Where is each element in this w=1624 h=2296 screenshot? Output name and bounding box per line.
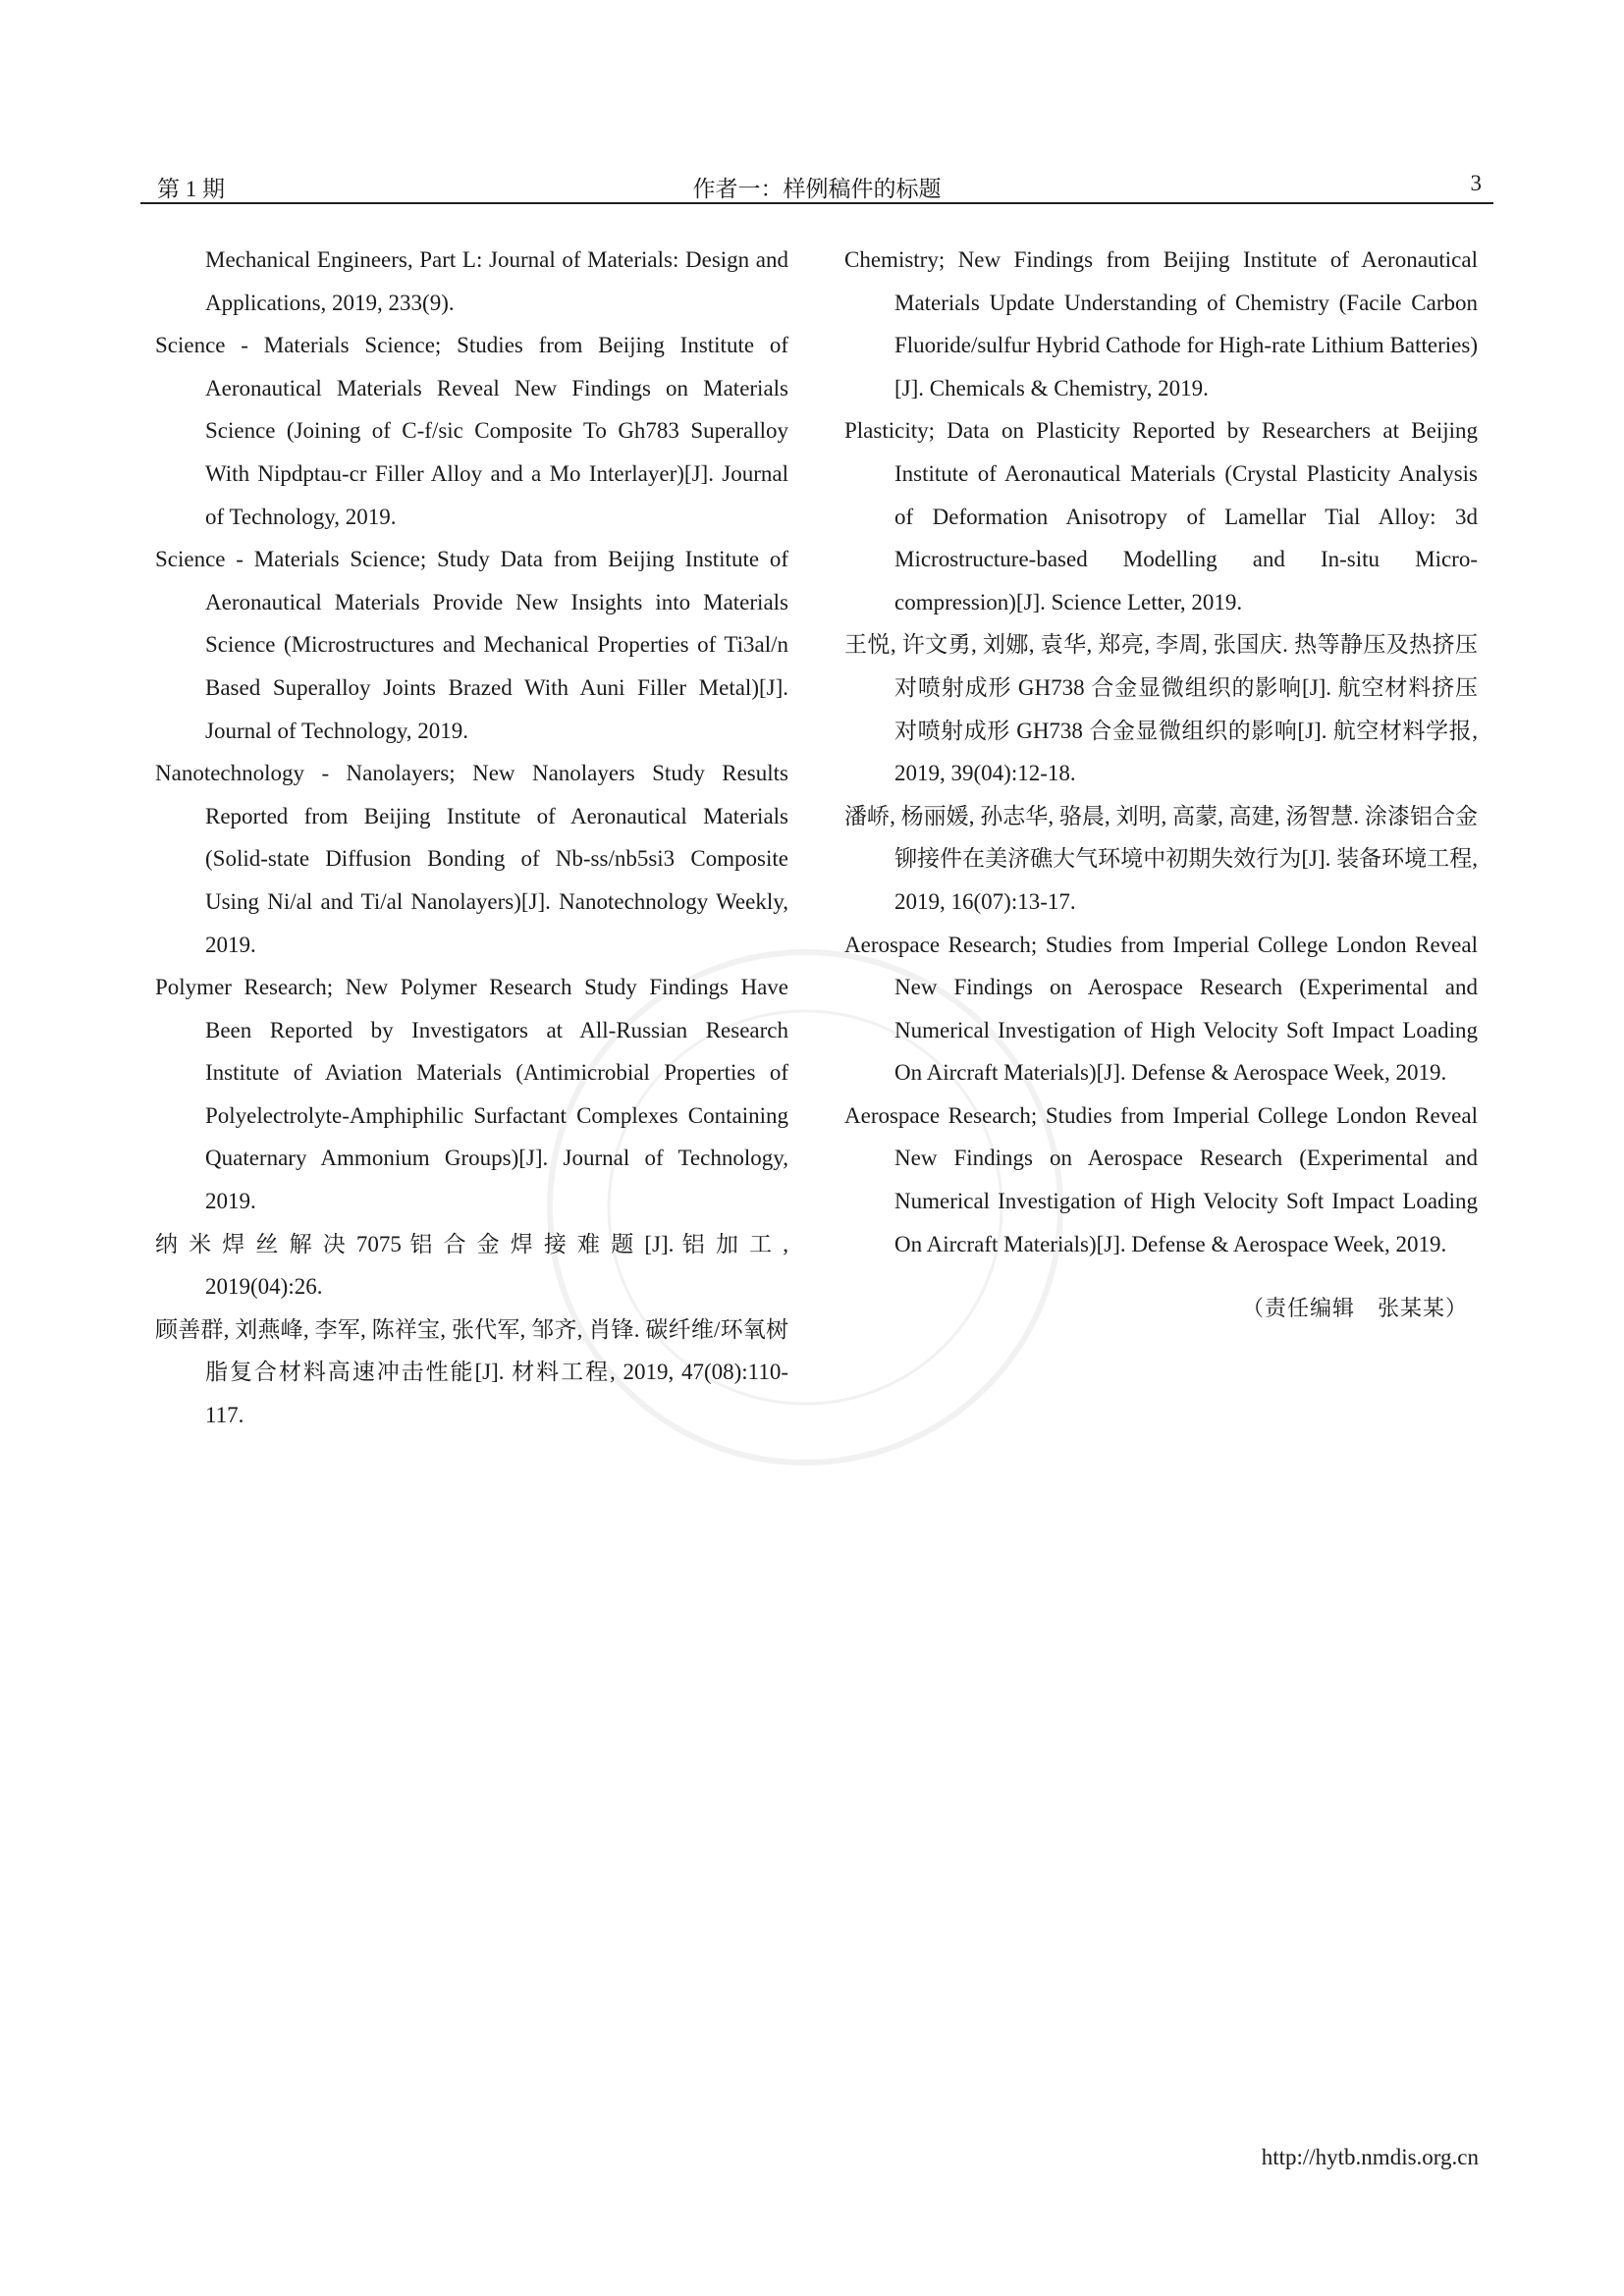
reference-item: Science - Materials Science; Studies from Beijing Institute of Aeronautical Materials Reveal New Findings on Materials Science (Joining of C-f/sic Composite To Gh783 Superalloy With Nipdptau-cr Filler Alloy and a Mo Interlayer)[J]. Journal of Technology, 2019.: [155, 333, 788, 529]
reference-item: Chemistry; New Findings from Beijing Institute of Aeronautical Materials Update Understanding of Chemistry (Facile Carbon Fluoride/sulfur Hybrid Cathode for High-rate Lithium Batteries)[J]. Chemicals & Chemistry, 2019.: [844, 247, 1478, 400]
reference-item: 王悦, 许文勇, 刘娜, 袁华, 郑亮, 李周, 张国庆. 热等静压及热挤压对喷射成形 GH738 合金显微组织的影响[J]. 航空材料挤压对喷射成形 GH738 合金显微组织的影响[J]. 航空材料学报, 2019, 39(04):12-18.: [844, 632, 1478, 786]
reference-item: Aerospace Research; Studies from Imperial College London Reveal New Findings on Aerospace Research (Experimental and Numerical Investigation of High Velocity Soft Impact Loading On Aircraft Materials)[J]. Defense & Aerospace Week, 2019.: [844, 932, 1478, 1086]
reference-item: Science - Materials Science; Study Data from Beijing Institute of Aeronautical Materials Provide New Insights into Materials Science (Microstructures and Mechanical Properties of Ti3al/n Based Superalloy Joints Brazed With Auni Filler Metal)[J]. Journal of Technology, 2019.: [155, 547, 788, 743]
running-title: 作者一：样例稿件的标题: [692, 177, 942, 201]
reference-item: Mechanical Engineers, Part L: Journal of Materials: Design and Applications, 2019, 233(9).: [205, 247, 788, 315]
reference-item: Plasticity; Data on Plasticity Reported by Researchers at Beijing Institute of Aeronautical Materials (Crystal Plasticity Analysis of Deformation Anisotropy of Lamellar Tial Alloy: 3d Microstructure-based Modelling and In-situ Micro-compression)[J]. Science Letter, 2019.: [844, 418, 1478, 614]
editor-note: （责任编辑 张某某）: [1241, 1296, 1468, 1321]
reference-item: Nanotechnology - Nanolayers; New Nanolayers Study Results Reported from Beijing Institute of Aeronautical Materials (Solid-state Diffusion Bonding of Nb-ss/nb5si3 Composite Using Ni/al and Ti/al Nanolayers)[J]. Nanotechnology Weekly, 2019.: [155, 761, 788, 957]
running-header: [140, 171, 1493, 202]
issue-label: 第 1 期: [157, 177, 225, 201]
reference-item: Polymer Research; New Polymer Research Study Findings Have Been Reported by Investigators at All-Russian Research Institute of Aviation Materials (Antimicrobial Properties of Polyelectrolyte-Amphiphilic Surfactant Complexes Containing Quaternary Ammonium Groups)[J]. Journal of Technology, 2019.: [155, 975, 788, 1214]
left-reference-column: [155, 239, 788, 1437]
reference-item: Aerospace Research; Studies from Imperial College London Reveal New Findings on Aerospace Research (Experimental and Numerical Investigation of High Velocity Soft Impact Loading On Aircraft Materials)[J]. Defense & Aerospace Week, 2019.: [844, 1102, 1478, 1256]
reference-item: 顾善群, 刘燕峰, 李军, 陈祥宝, 张代军, 邹齐, 肖锋. 碳纤维/环氧树脂复合材料高速冲击性能[J]. 材料工程, 2019, 47(08):110-117.: [155, 1316, 788, 1428]
reference-item: 潘峤, 杨丽媛, 孙志华, 骆晨, 刘明, 高蒙, 高建, 汤智慧. 涂漆铝合金铆接件在美济礁大气环境中初期失效行为[J]. 装备环境工程, 2019, 16(07):13-17.: [844, 803, 1478, 914]
header-divider: [140, 202, 1493, 204]
footer-url[interactable]: http://hytb.nmdis.org.cn: [1261, 2145, 1479, 2169]
page-number: 3: [1470, 171, 1482, 195]
reference-item: 纳 米 焊 丝 解 决 7075 铝 合 金 焊 接 难 题 [J]. 铝 加 工 , 2019(04):26.: [155, 1231, 788, 1300]
right-reference-column: [844, 239, 1478, 1352]
